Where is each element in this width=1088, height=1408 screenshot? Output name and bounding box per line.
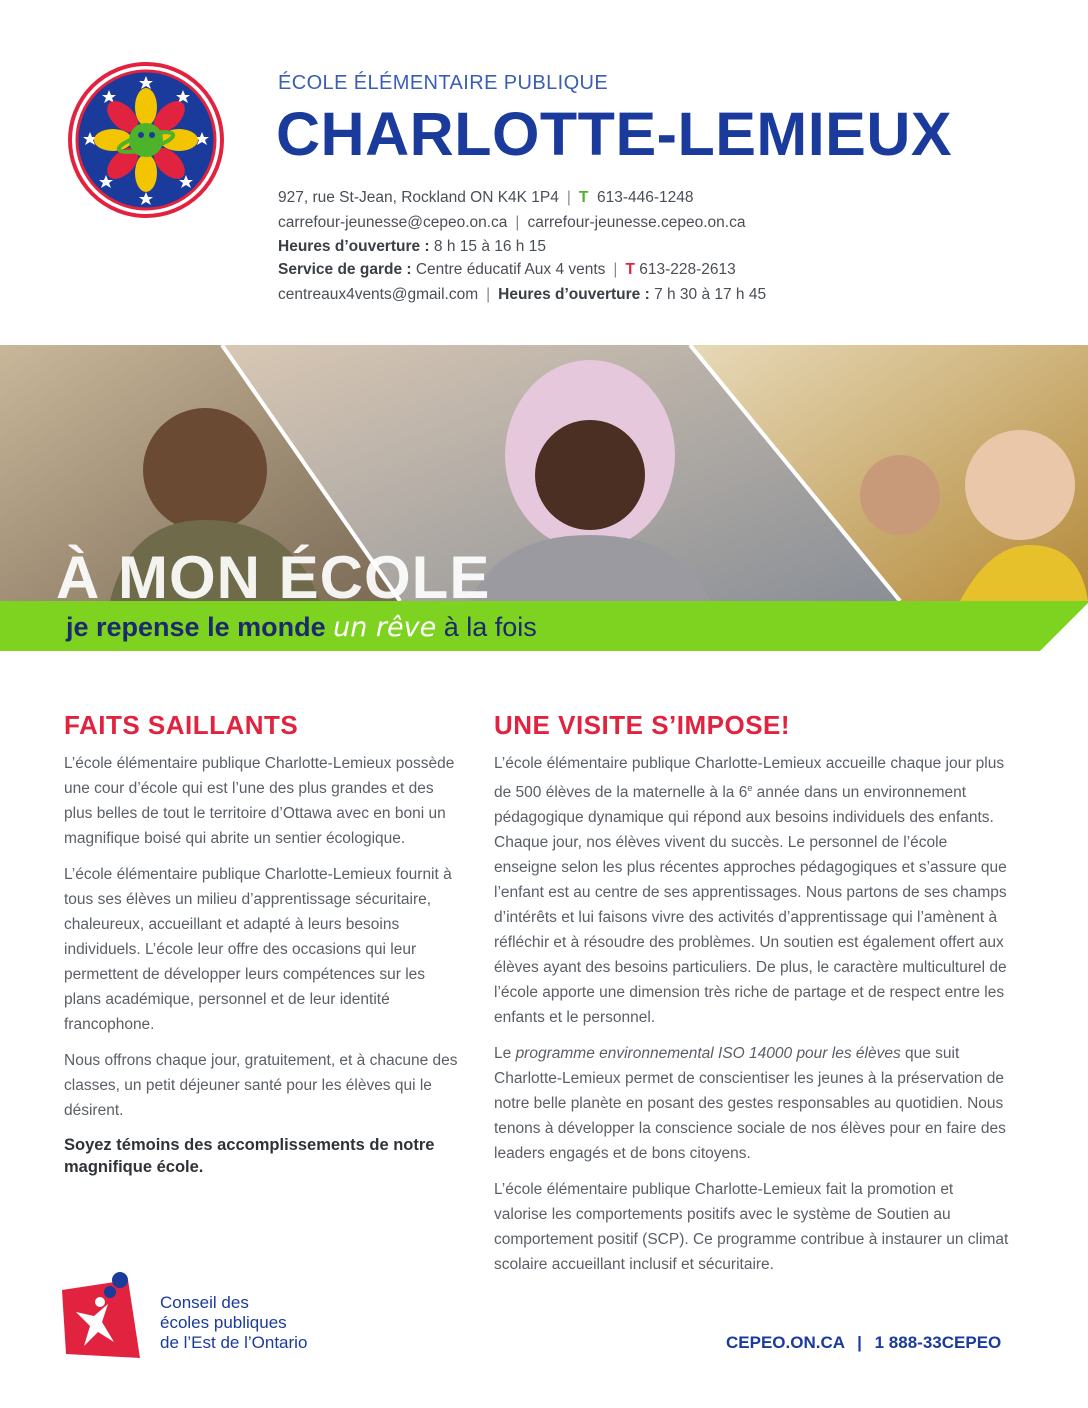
- org-line-3: de l’Est de l’Ontario: [160, 1333, 308, 1352]
- right-p2-a: Le: [494, 1045, 516, 1063]
- cepeo-name: [160, 1293, 307, 1353]
- right-paragraph-1: [494, 751, 1009, 1030]
- school-hours: 8 h 15 à 16 h 15: [433, 238, 546, 255]
- right-p1-b: année dans un environnement pédagogique dynamique qui répond aux besoins individuels des enfants. Chaque jour, nos élèves vivent du succès. Le personnel de l’école enseigne selon les plus récentes approches pédagogiques et s’assure que l’enfant est au centre de ses apprentissages. Nous partons de ses champs d’intérêts et lui faisons vivre des activités d’apprentissage qui l’amènent à réfléchir et à résoudre des problèmes. Un soutien est également offert aux élèves ayant des besoins particuliers. De plus, le caractère multiculturel de l’école apporte une dimension très riche de partage et de respect entre les enfants et le personnel.: [494, 784, 1007, 1027]
- org-line-2: écoles publiques: [160, 1313, 287, 1332]
- address-line: 927, rue St-Jean, Rockland ON K4K 1P4 | T 613-446-1248: [278, 189, 694, 206]
- hours-line: [278, 238, 546, 256]
- school-phone[interactable]: 613-446-1248: [597, 189, 694, 206]
- footer-separator: |: [857, 1333, 862, 1352]
- tagline-part-1: je repense le monde: [66, 612, 326, 642]
- right-column: [494, 710, 1009, 1288]
- cepeo-logo: [62, 1272, 140, 1358]
- tagline-part-2: un rêve: [333, 612, 437, 643]
- left-heading: FAITS SAILLANTS: [64, 710, 299, 740]
- daycare-hours-label: Heures d’ouverture :: [498, 286, 650, 303]
- tagline-part-3: à la fois: [443, 612, 537, 642]
- left-column: [64, 710, 459, 1189]
- daycare-line: Service de garde : Centre éducatif Aux 4 vents | T 613-228-2613: [278, 261, 736, 278]
- hours-label: Heures d’ouverture :: [278, 238, 430, 255]
- school-type: ÉCOLE ÉLÉMENTAIRE PUBLIQUE: [278, 72, 609, 94]
- right-paragraph-2: [494, 1041, 1009, 1166]
- right-p1-a: L’école élémentaire publique Charlotte-Lemieux accueille chaque jour plus de 500 élèves de la maternelle à la 6: [494, 755, 1005, 802]
- school-email[interactable]: carrefour-jeunesse@cepeo.on.ca: [278, 214, 508, 231]
- right-p2-b: que suit Charlotte-Lemieux permet de conscientiser les jeunes à la préservation de notre belle planète en posant des gestes responsables au quotidien. Nous tenons à développer la conscience sociale de nos élèves pour en faire des leaders engagés et de bons citoyens.: [494, 1045, 1006, 1163]
- banner-headline: À MON ÉCOLE: [56, 544, 491, 611]
- org-line-1: Conseil des: [160, 1293, 249, 1312]
- footer-phone[interactable]: 1 888-33CEPEO: [874, 1333, 1002, 1352]
- school-website[interactable]: carrefour-jeunesse.cepeo.on.ca: [527, 214, 746, 231]
- left-paragraph-1: L’école élémentaire publique Charlotte-Lemieux possède une cour d’école qui est l’une des plus grandes et des plus belles de tout le territoire d’Ottawa avec en boni un magnifique boisé qui abrite un sentier écologique.: [64, 755, 455, 847]
- left-paragraph-2: L’école élémentaire publique Charlotte-Lemieux fournit à tous ses élèves un milieu d’apprentissage sécuritaire, chaleureux, accueillant et adapté à leurs besoins individuels. L’école leur offre des occasions qui leur permettent de développer leurs compétences sur les plans académique, personnel et de leur identité francophone.: [64, 866, 452, 1033]
- right-p1-sup: e: [747, 783, 753, 793]
- left-closing: Soyez témoins des accomplissements de notre magnifique école.: [64, 1136, 435, 1176]
- footer-contact: [726, 1333, 1001, 1353]
- daycare-contact-line: centreaux4vents@gmail.com | Heures d’ouverture : 7 h 30 à 17 h 45: [278, 286, 767, 303]
- phone-label: T: [578, 189, 589, 206]
- daycare-name: Centre éducatif Aux 4 vents: [415, 261, 606, 278]
- footer-website[interactable]: CEPEO.ON.CA: [726, 1333, 845, 1352]
- daycare-phone-label: T: [625, 261, 635, 278]
- right-paragraph-3: L’école élémentaire publique Charlotte-Lemieux fait la promotion et valorise les comportements positifs avec le système de Soutien au comportement positif (SCP). Ce programme contribue à instaurer un climat scolaire accueillant inclusif et sécuritaire.: [494, 1181, 1009, 1274]
- banner-tagline: [66, 612, 537, 643]
- school-name: CHARLOTTE-LEMIEUX: [276, 100, 953, 168]
- left-paragraph-3: Nous offrons chaque jour, gratuitement, et à chacune des classes, un petit déjeuner santé pour les élèves qui le désirent.: [64, 1052, 458, 1119]
- daycare-phone[interactable]: 613-228-2613: [639, 261, 736, 278]
- right-p2-em: programme environnemental ISO 14000 pour les élèves: [515, 1045, 901, 1063]
- daycare-email[interactable]: centreaux4vents@gmail.com: [278, 286, 479, 303]
- address: 927, rue St-Jean, Rockland ON K4K 1P4: [278, 189, 559, 206]
- daycare-label: Service de garde :: [278, 261, 412, 278]
- contact-line: carrefour-jeunesse@cepeo.on.ca | carrefour-jeunesse.cepeo.on.ca: [278, 214, 746, 231]
- daycare-hours: 7 h 30 à 17 h 45: [654, 286, 767, 303]
- right-heading: UNE VISITE S’IMPOSE!: [494, 710, 791, 740]
- school-logo: [68, 62, 224, 218]
